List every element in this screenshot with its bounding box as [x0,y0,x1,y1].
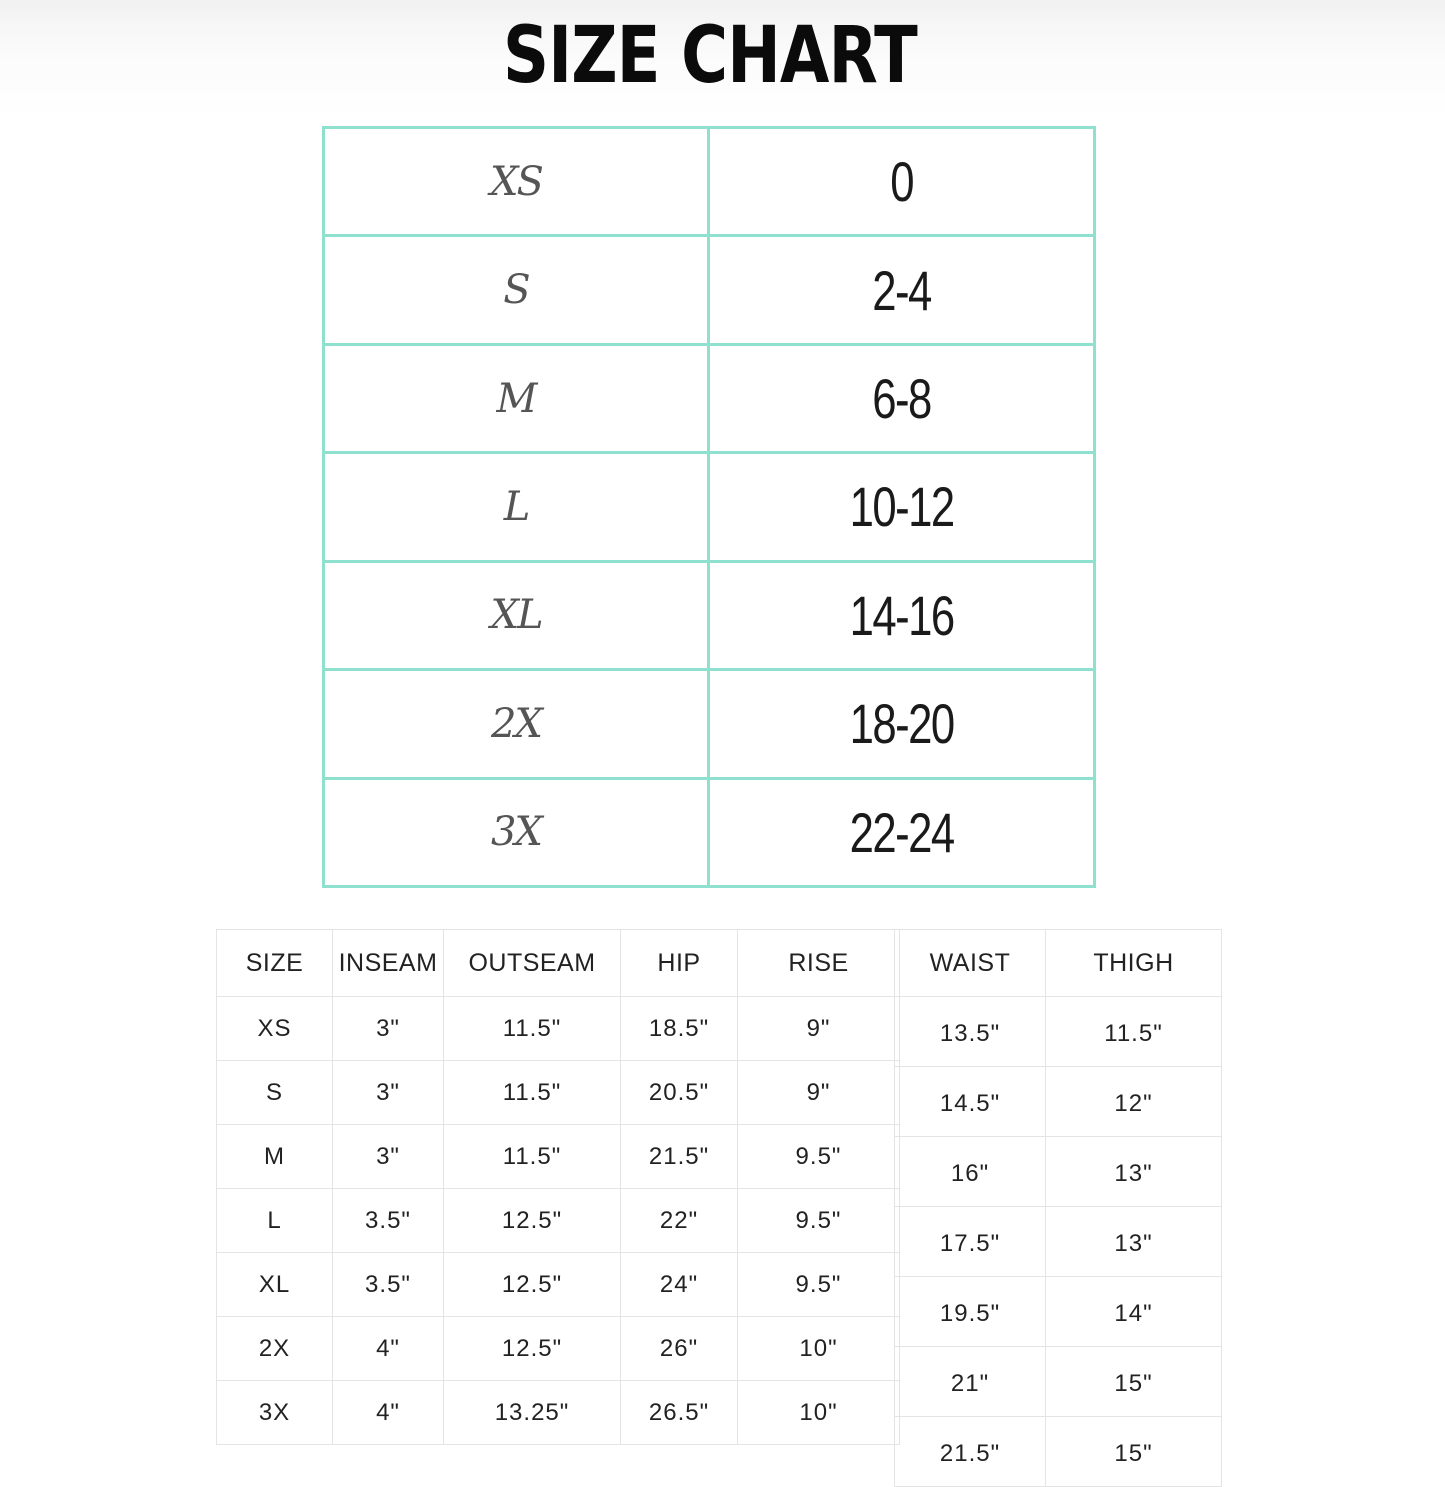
column-header: THIGH [1046,930,1222,997]
us-size-value: 14-16 [849,583,954,647]
conversion-row [324,778,1095,886]
size-label-cell: S [324,236,709,344]
table-cell: 2X [217,1317,333,1381]
table-cell: 14.5" [895,1067,1046,1137]
table-row [217,1061,900,1125]
size-label-cell: XL [324,561,709,669]
table-row [895,1207,1222,1277]
us-size-cell [709,453,1095,561]
us-size-cell [709,236,1095,344]
size-label-cell: M [324,344,709,452]
table-cell: 11.5" [444,997,621,1061]
table-cell: 3" [333,1125,444,1189]
table-cell: 12.5" [444,1317,621,1381]
us-size-cell [709,778,1095,886]
measurement-table-left [216,929,900,1445]
table-cell: 13.5" [895,997,1046,1067]
table-cell: 15" [1046,1347,1222,1417]
table-row [895,1347,1222,1417]
table-cell: 3X [217,1381,333,1445]
table-cell: 4" [333,1381,444,1445]
table-row [895,1417,1222,1487]
table-row [217,1189,900,1253]
conversion-row [324,344,1095,452]
table-cell: 13" [1046,1207,1222,1277]
table-cell: 21.5" [895,1417,1046,1487]
us-size-value: 2-4 [872,258,931,322]
size-label-cell: 3X [324,778,709,886]
table-cell: 15" [1046,1417,1222,1487]
table-cell: XS [217,997,333,1061]
table-cell: 20.5" [621,1061,738,1125]
table-cell: 3" [333,997,444,1061]
column-header: WAIST [895,930,1046,997]
table-cell: 3.5" [333,1189,444,1253]
table-cell: 11.5" [444,1061,621,1125]
size-label-cell: L [324,453,709,561]
conversion-row [324,561,1095,669]
page-title: SIZE CHART [503,11,917,101]
us-size-cell [709,561,1095,669]
table-cell: 17.5" [895,1207,1046,1277]
table-cell: XL [217,1253,333,1317]
table-cell: 12.5" [444,1253,621,1317]
table-cell: M [217,1125,333,1189]
table-row [217,997,900,1061]
table-row [217,1253,900,1317]
table-cell: 9" [738,1061,900,1125]
measurement-table-right [894,929,1222,1487]
column-header: OUTSEAM [444,930,621,997]
table-cell: 9.5" [738,1189,900,1253]
table-cell: 12.5" [444,1189,621,1253]
table-row [217,1317,900,1381]
table-cell: 18.5" [621,997,738,1061]
table-cell: 13" [1046,1137,1222,1207]
column-header: HIP [621,930,738,997]
table-cell: 22" [621,1189,738,1253]
table-cell: 3.5" [333,1253,444,1317]
table-cell: 4" [333,1317,444,1381]
table-cell: 26.5" [621,1381,738,1445]
size-label-cell: XS [324,128,709,236]
table-cell: 12" [1046,1067,1222,1137]
table-cell: 24" [621,1253,738,1317]
size-label-cell: 2X [324,670,709,778]
column-header: SIZE [217,930,333,997]
column-header: RISE [738,930,900,997]
table-cell: 16" [895,1137,1046,1207]
us-size-cell [709,128,1095,236]
table-cell: 11.5" [1046,997,1222,1067]
table-cell: 9.5" [738,1125,900,1189]
table-cell: 21.5" [621,1125,738,1189]
us-size-value: 0 [890,150,913,214]
table-cell: 10" [738,1317,900,1381]
table-cell: 14" [1046,1277,1222,1347]
table-cell: L [217,1189,333,1253]
table-cell: 26" [621,1317,738,1381]
table-row [895,997,1222,1067]
table-cell: 3" [333,1061,444,1125]
table-cell: 10" [738,1381,900,1445]
conversion-row [324,670,1095,778]
conversion-row [324,128,1095,236]
us-size-value: 18-20 [849,692,954,756]
table-cell: 13.25" [444,1381,621,1445]
conversion-row [324,236,1095,344]
us-size-value: 22-24 [849,800,954,864]
table-cell: 19.5" [895,1277,1046,1347]
table-row [217,1125,900,1189]
table-cell: 21" [895,1347,1046,1417]
size-conversion-table [322,126,1096,888]
table-cell: 9" [738,997,900,1061]
table-cell: 9.5" [738,1253,900,1317]
conversion-row [324,453,1095,561]
table-cell: 11.5" [444,1125,621,1189]
table-cell: S [217,1061,333,1125]
us-size-cell [709,670,1095,778]
us-size-value: 10-12 [849,475,954,539]
table-row [895,1067,1222,1137]
table-row [895,1277,1222,1347]
us-size-cell [709,344,1095,452]
table-row [217,1381,900,1445]
us-size-value: 6-8 [872,367,931,431]
table-row [895,1137,1222,1207]
column-header: INSEAM [333,930,444,997]
